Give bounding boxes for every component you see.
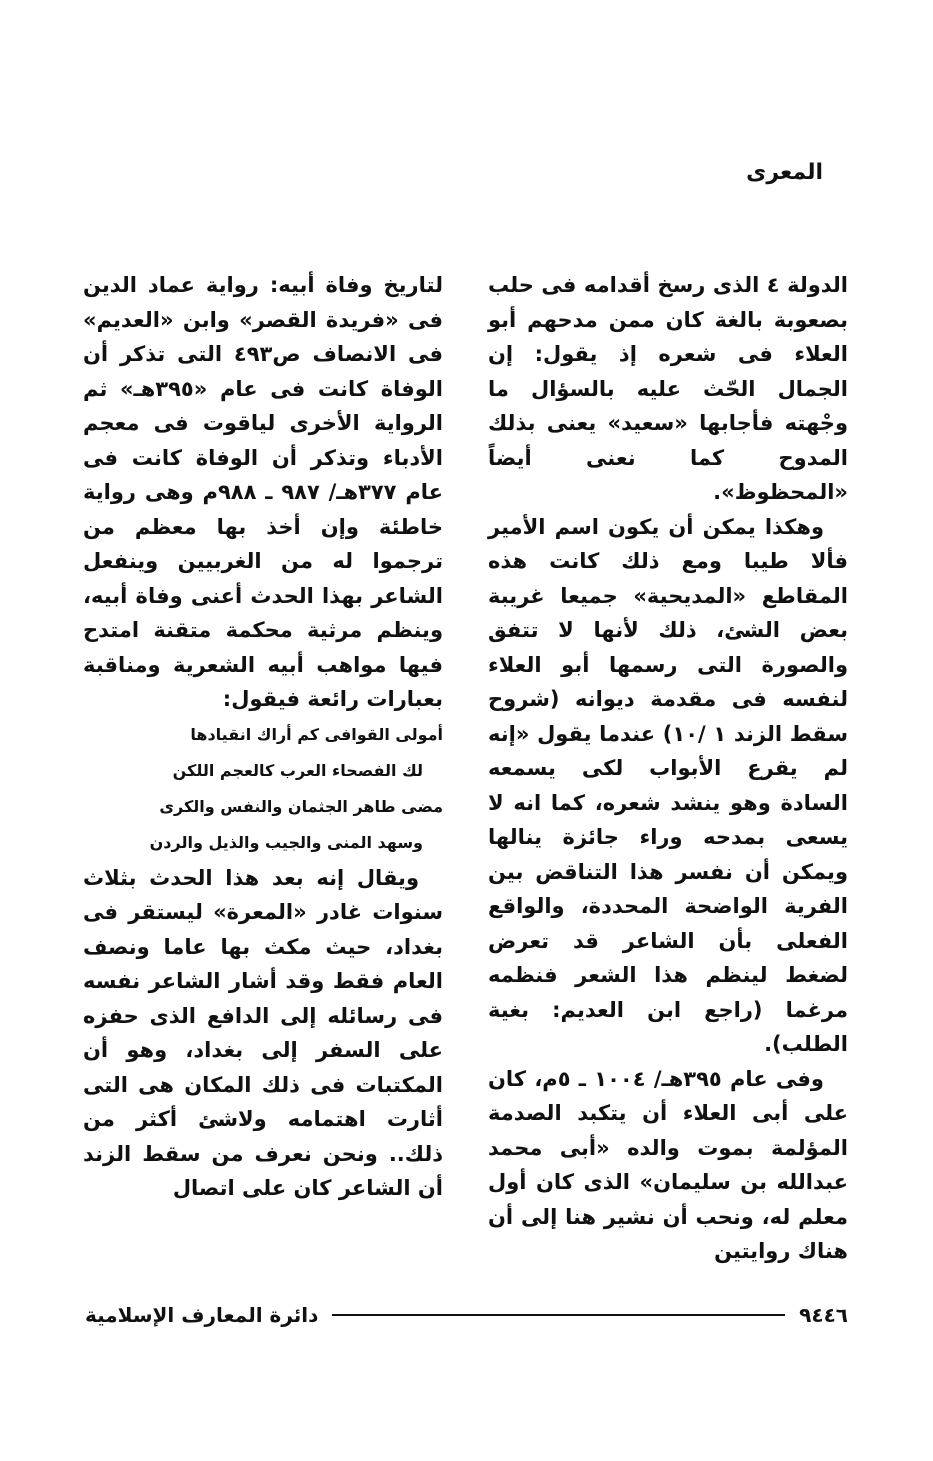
paragraph: ويقال إنه بعد هذا الحدث بثلاث سنوات غادر «المعرة» ليستقر فى بغداد، حيث مكث بها عاما ونصف العام فقط وقد أشار الشاعر نفسه فى رسائله إلى الدافع الذى حفزه على السفر إلى بغداد، وهو أن المكتبات فى ذلك المكان هى التى أثارت اهتمامه ولاشئ أكثر من ذلك.. ونحن نعرف من سقط الزند أن الشاعر كان على اتصال	[83, 865, 443, 1200]
paragraph: الدولة ٤ الذى رسخ أقدامه فى حلب بصعوبة بالغة كان ممن مدحهم أبو العلاء فى شعره إذ يقول: إن الجمال الحّث عليه بالسؤال ما وجْهته فأجابها «سعيد» يعنى بذلك المدوح كما نعنى أيضاً «المحظوظ».	[488, 273, 848, 504]
paragraph: لتاريخ وفاة أبيه: رواية عماد الدين فى «فريدة القصر» وابن «العديم» فى الانصاف ص٤٩٣ التى تذكر أن الوفاة كانت فى عام «٣٩٥هـ» ثم الرواية الأخرى لياقوت فى معجم الأدباء وتذكر أن الوفاة كانت فى عام ٣٧٧هـ/ ٩٨٧ ـ ٩٨٨م وهى رواية خاطئة وإن أخذ بها معظم من ترجموا له من الغربيين وينفعل الشاعر بهذا الحدث أعنى وفاة أبيه، وينظم مرثية محكمة متقنة امتدح فيها مواهب أبيه الشعرية ومناقبة بعبارات رائعة فيقول:	[83, 273, 443, 711]
page-number: ٩٤٤٦	[799, 1303, 848, 1327]
footer-rule	[332, 1314, 785, 1316]
verse-line: مضى طاهر الجثمان والنفس والكرى	[159, 796, 443, 816]
verse-line: أمولى القوافى كم أراك انقيادها	[190, 724, 443, 744]
page-footer	[85, 1300, 848, 1330]
right-column	[488, 268, 848, 1269]
running-title: المعرى	[746, 160, 823, 185]
left-column	[83, 268, 443, 1206]
poem-verses	[83, 717, 443, 861]
verse-line: لك الفصحاء العرب كالعجم اللكن	[172, 760, 423, 780]
publication-title: دائرة المعارف الإسلامية	[85, 1303, 319, 1327]
paragraph: وفى عام ٣٩٥هـ/ ١٠٠٤ ـ ٥م، كان على أبى العلاء أن يتكبد الصدمة المؤلمة بموت والده «أبى محمد عبدالله بن سليمان» الذى كان أول معلم له، ونحب أن نشير هنا إلى أن هناك روايتين	[488, 1066, 848, 1263]
verse-line: وسهد المنى والجيب والذيل والردن	[149, 832, 423, 852]
paragraph: وهكذا يمكن أن يكون اسم الأمير فألا طيبا ومع ذلك كانت هذه المقاطع «المديحية» جميعا غريبة بعض الشئ، ذلك لأنها لا تتفق والصورة التى رسمها أبو العلاء لنفسه فى مقدمة ديوانه (شروح سقط الزند ١ /١٠) عندما يقول «إنه لم يقرع الأبواب لكى يسمعه السادة وهو ينشد شعره، كما انه لا يسعى بمدحه وراء جائزة ينالها ويمكن أن نفسر هذا التناقض بين الفرية الواضحة المحددة، والواقع الفعلى بأن الشاعر قد تعرض لضغط لينظم هذا الشعر فنظمه مرغما (راجع ابن العديم: بغية الطلب).	[488, 514, 848, 1056]
